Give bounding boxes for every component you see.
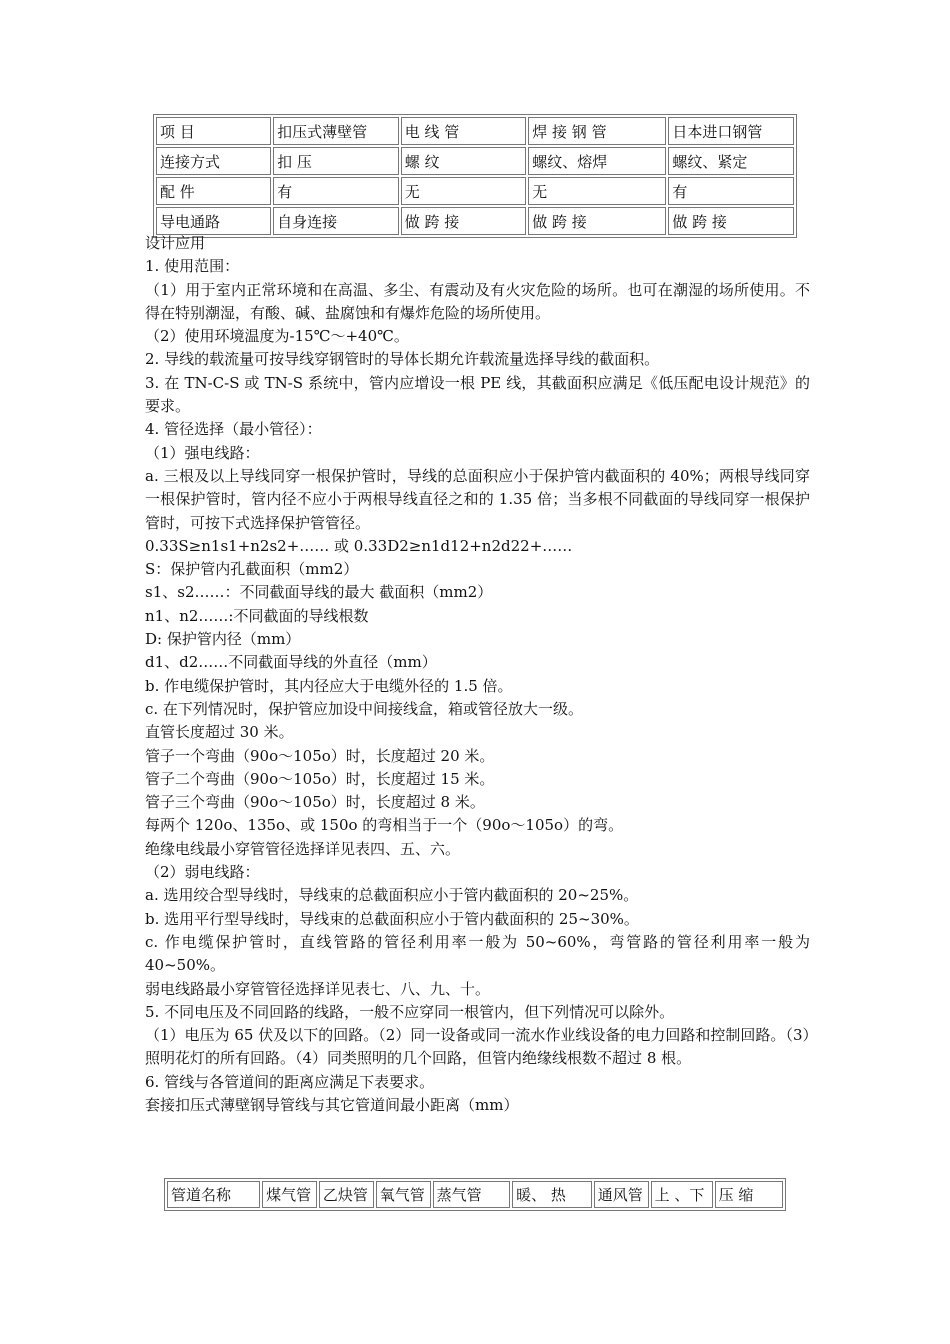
paragraph: 管子二个弯曲（90o～105o）时，长度超过 15 米。 [145, 769, 495, 788]
table-header-cell: 暖、 热 [512, 1181, 592, 1208]
paragraph: （1）电压为 65 伏及以下的回路。（2）同一设备或同一流水作业线设备的电力回路和控制回路。（3）照明花灯的所有回路。（4）同类照明的几个回路，但管内绝缘线根数不超过 8 根。 [145, 1026, 810, 1068]
pipe-distance-table [164, 1178, 786, 1211]
paragraph: （1）用于室内正常环境和在高温、多尘、有震动及有火灾危险的场所。也可在潮湿的场所使用。不得在特别潮湿，有酸、碱、盐腐蚀和有爆炸危险的场所使用。 [145, 280, 810, 322]
paragraph: c. 在下列情况时，保护管应加设中间接线盒，箱或管径放大一级。 [145, 699, 583, 718]
paragraph: 1. 使用范围： [145, 257, 240, 276]
paragraph: 直管长度超过 30 米。 [145, 723, 294, 742]
paragraph: 每两个 120o、135o、或 150o 的弯相当于一个（90o～105o）的弯。 [145, 816, 624, 835]
table-header-cell: 管道名称 [167, 1181, 260, 1208]
paragraph: 0.33S≥n1s1+n2s2+…… 或 0.33D2≥n1d12+n2d22+…… [145, 536, 573, 555]
paragraph: （2）使用环境温度为-15℃～+40℃。 [145, 327, 409, 346]
table-cell: 配 件 [156, 177, 271, 205]
table-header-cell: 氧气管 [376, 1181, 431, 1208]
table-cell: 做 跨 接 [668, 207, 794, 235]
table-cell: 导电通路 [156, 207, 271, 235]
table-cell: 电 线 管 [401, 117, 527, 145]
paragraph: 绝缘电线最小穿管管径选择详见表四、五、六。 [145, 839, 461, 858]
table-header-cell: 煤气管 [262, 1181, 317, 1208]
pipe-comparison-table [153, 114, 797, 238]
paragraph: （2）弱电线路： [145, 863, 260, 882]
paragraph: n1、n2……:不同截面的导线根数 [145, 606, 369, 625]
paragraph: b. 选用平行型导线时，导线束的总截面积应小于管内截面积的 25~30%。 [145, 909, 639, 928]
table-cell: 无 [528, 177, 666, 205]
table-cell: 扣 压 [273, 147, 399, 175]
table-header-cell: 上 、下 [651, 1181, 713, 1208]
table-cell: 扣压式薄壁管 [273, 117, 399, 145]
paragraph: 管子三个弯曲（90o～105o）时，长度超过 8 米。 [145, 793, 485, 812]
paragraph: 3. 在 TN-C-S 或 TN-S 系统中，管内应增设一根 PE 线，其截面积应满足《低压配电设计规范》的要求。 [145, 373, 810, 416]
table-header-cell: 压 缩 [715, 1181, 783, 1208]
paragraph: 弱电线路最小穿管管径选择详见表七、八、九、十。 [145, 979, 491, 998]
table-cell: 焊 接 钢 管 [528, 117, 666, 145]
table-cell: 螺 纹 [401, 147, 527, 175]
table-row [156, 147, 794, 175]
table-cell: 有 [273, 177, 399, 205]
table-header-cell: 蒸气管 [433, 1181, 511, 1208]
table-cell: 做 跨 接 [401, 207, 527, 235]
table-cell: 项 目 [156, 117, 271, 145]
paragraph: 管子一个弯曲（90o～105o）时，长度超过 20 米。 [145, 746, 495, 765]
table-cell: 连接方式 [156, 147, 271, 175]
paragraph: S：保护管内孔截面积（mm2） [145, 560, 359, 579]
paragraph: 设计应用 [145, 234, 206, 252]
paragraph: s1、s2……：不同截面导线的最大 截面积（mm2） [145, 583, 493, 602]
table-row [156, 177, 794, 205]
table-cell: 做 跨 接 [528, 207, 666, 235]
table-cell: 自身连接 [273, 207, 399, 235]
table-cell: 螺纹、熔焊 [528, 147, 666, 175]
paragraph: b. 作电缆保护管时，其内径应大于电缆外径的 1.5 倍。 [145, 676, 513, 695]
paragraph: a. 选用绞合型导线时，导线束的总截面积应小于管内截面积的 20~25%。 [145, 886, 639, 905]
paragraph: c. 作电缆保护管时，直线管路的管径利用率一般为 50~60%，弯管路的管径利用率一般为 40~50%。 [145, 932, 810, 975]
table-cell: 螺纹、紧定 [668, 147, 794, 175]
paragraph: 4. 管径选择（最小管径）： [145, 420, 322, 439]
paragraph: （1）强电线路： [145, 443, 260, 462]
table-cell: 日本进口钢管 [668, 117, 794, 145]
paragraph: 6. 管线与各管道间的距离应满足下表要求。 [145, 1072, 435, 1091]
table-row [156, 117, 794, 145]
table-cell: 有 [668, 177, 794, 205]
table-header-row [167, 1181, 783, 1208]
paragraph: 5. 不同电压及不同回路的线路，一般不应穿同一根管内，但下列情况可以除外。 [145, 1002, 675, 1021]
paragraph: 2. 导线的载流量可按导线穿钢管时的导体长期允许载流量选择导线的截面积。 [145, 350, 660, 369]
table-header-cell: 通风管 [594, 1181, 649, 1208]
document-body [145, 232, 810, 1117]
table-cell: 无 [401, 177, 527, 205]
paragraph: d1、d2……不同截面导线的外直径（mm） [145, 653, 437, 672]
paragraph: a. 三根及以上导线同穿一根保护管时，导线的总面积应小于保护管内截面积的 40%；两根导线同穿一根保护管时，管内径不应小于两根导线直径之和的 1.35 倍；当多根不同截面的导线同穿一根保护管时，可按下式选择保护管管径。 [145, 466, 810, 532]
table-header-cell: 乙炔管 [319, 1181, 374, 1208]
paragraph: D: 保护管内径（mm） [145, 630, 301, 649]
table-row [156, 207, 794, 235]
paragraph: 套接扣压式薄壁钢导管线与其它管道间最小距离（mm） [145, 1095, 519, 1114]
